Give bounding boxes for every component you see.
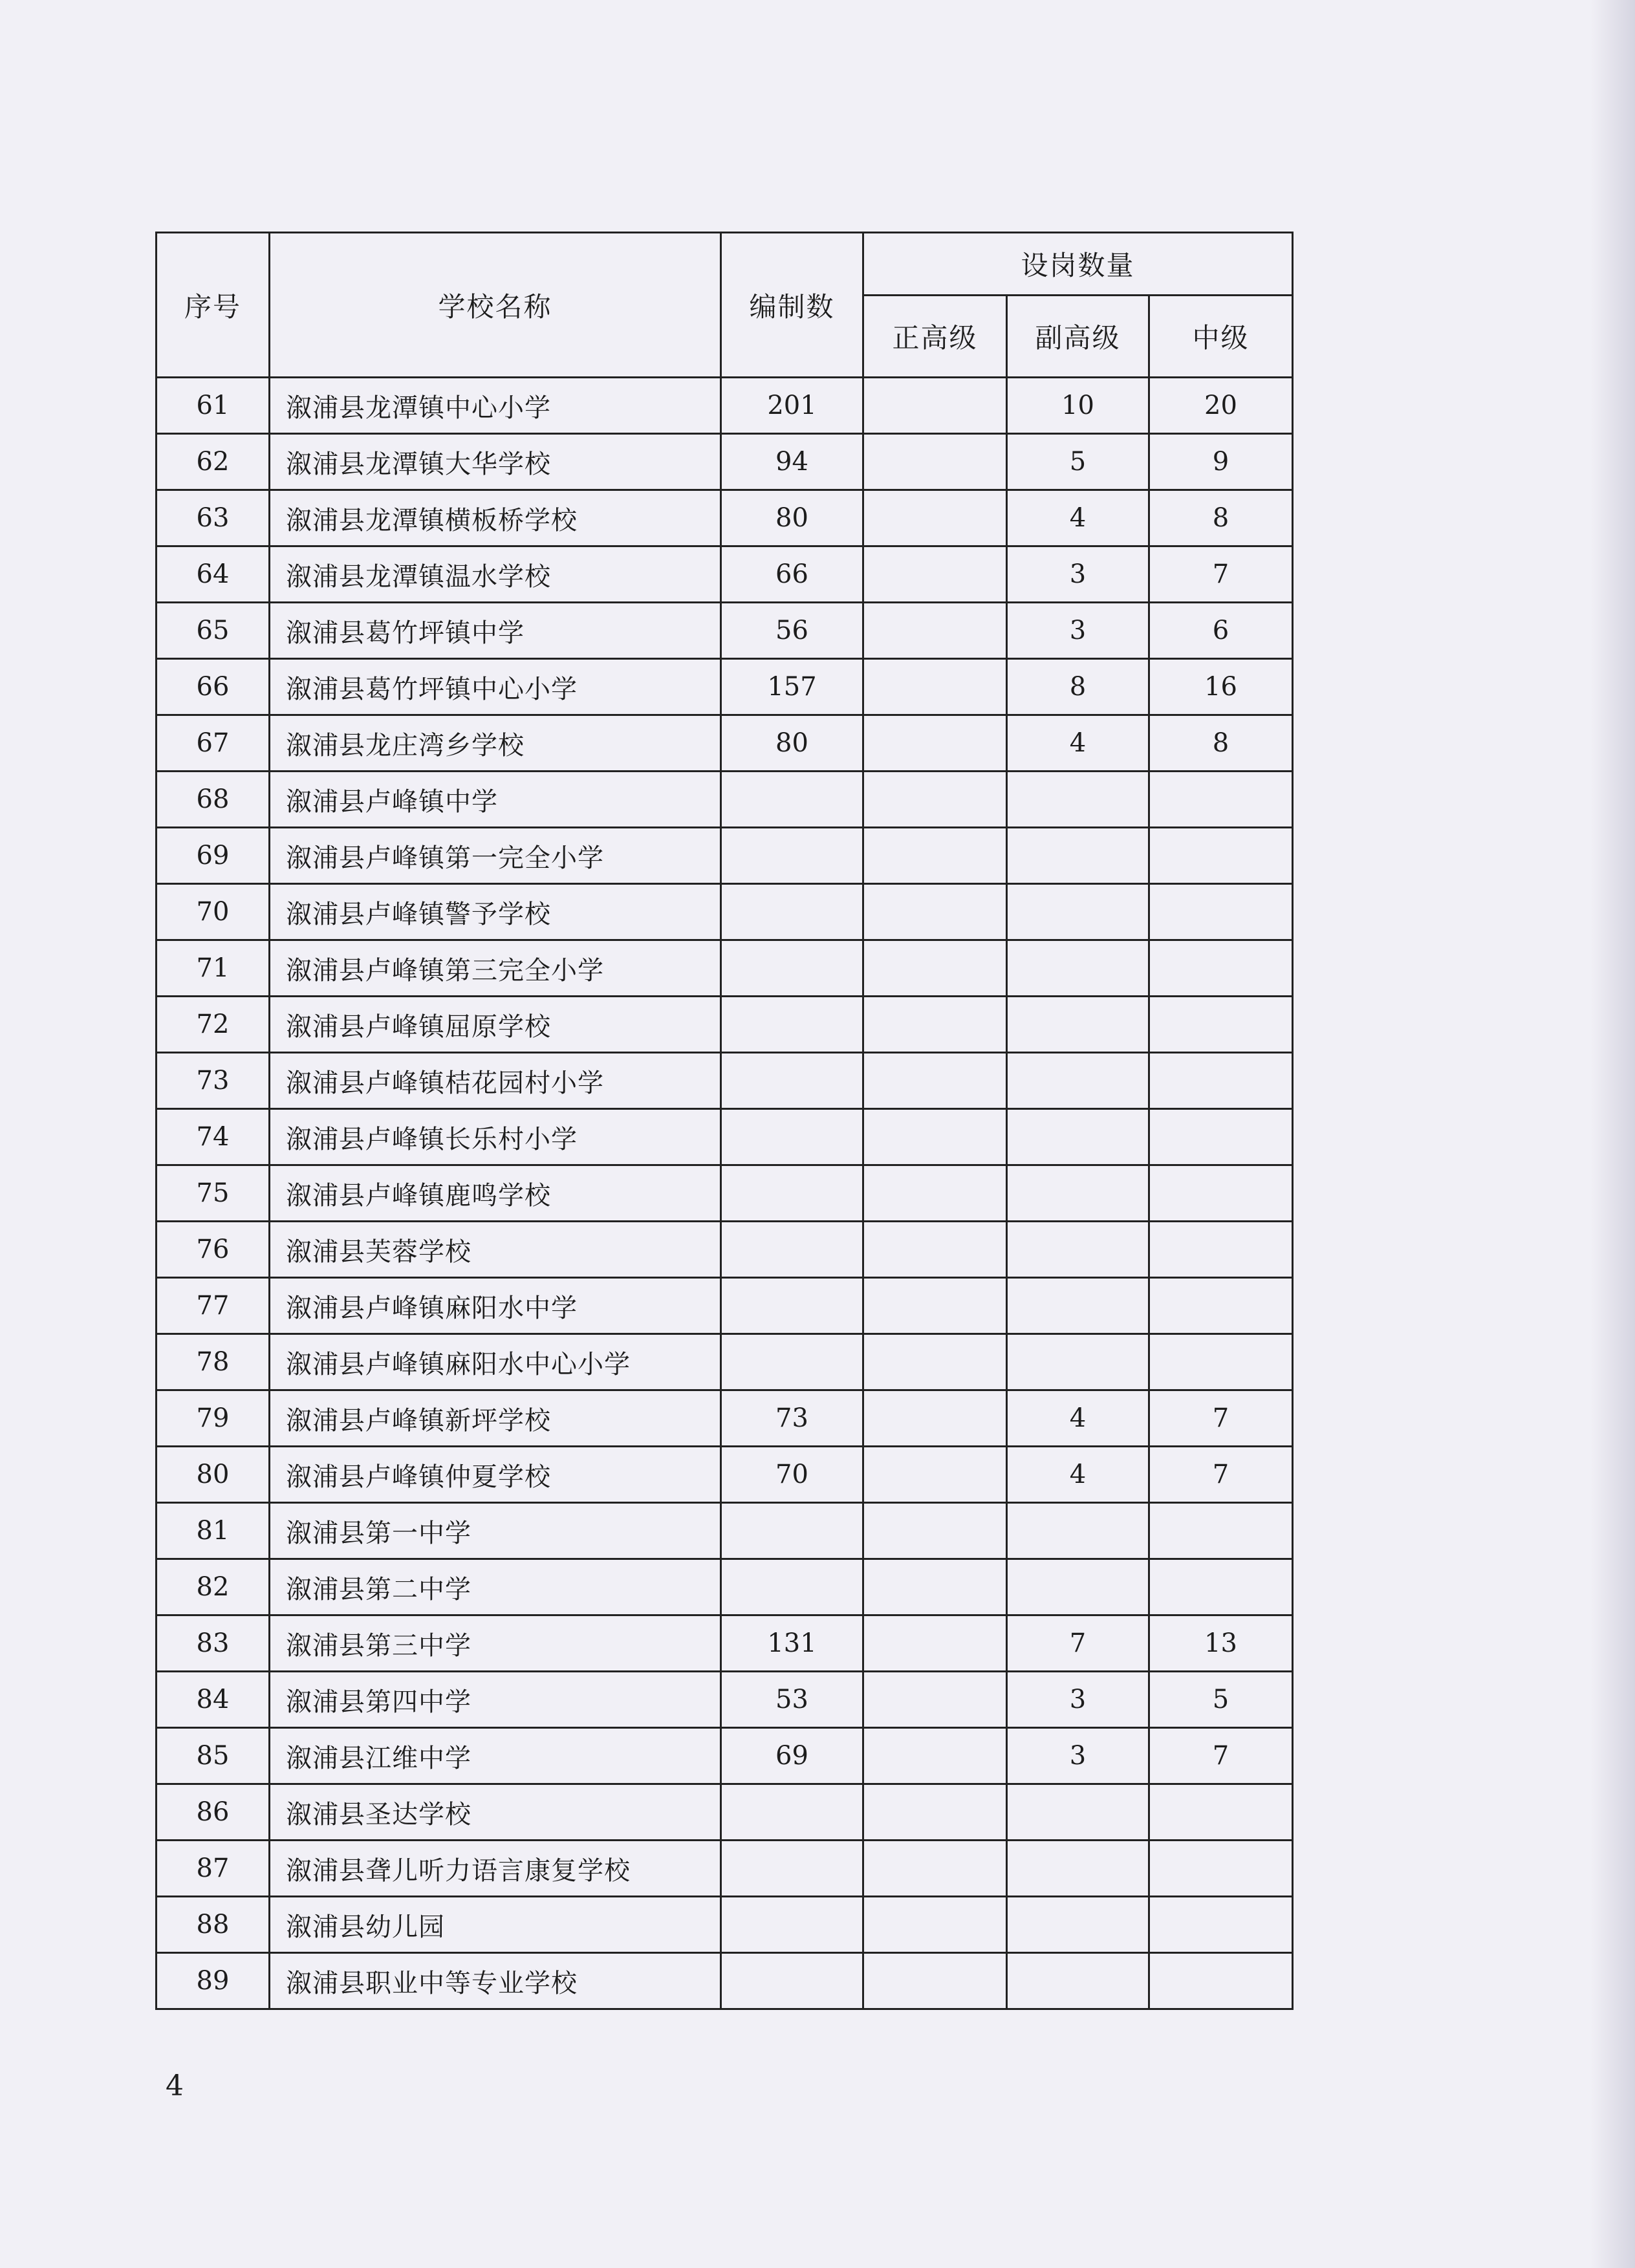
- cell-school-name: 溆浦县卢峰镇桔花园村小学: [270, 1053, 721, 1109]
- table-row: [157, 1784, 1293, 1841]
- page-edge-shadow: [1590, 0, 1635, 2268]
- cell-intermediate: [1149, 1334, 1293, 1390]
- cell-associate-senior: [1007, 1053, 1149, 1109]
- post-allocation-table-container: [155, 232, 1292, 2010]
- table-row: [157, 1334, 1293, 1390]
- table-row: [157, 1897, 1293, 1953]
- cell-quota: 70: [721, 1447, 863, 1503]
- cell-senior: [863, 1334, 1007, 1390]
- cell-intermediate: [1149, 1109, 1293, 1165]
- cell-intermediate: 7: [1149, 1728, 1293, 1784]
- cell-associate-senior: [1007, 1897, 1149, 1953]
- table-row: [157, 378, 1293, 434]
- cell-intermediate: [1149, 1784, 1293, 1841]
- table-body: [157, 378, 1293, 2009]
- cell-intermediate: [1149, 940, 1293, 997]
- cell-seq: 62: [157, 434, 270, 490]
- cell-quota: 80: [721, 490, 863, 546]
- cell-school-name: 溆浦县龙潭镇温水学校: [270, 546, 721, 603]
- header-associate-senior: 副高级: [1007, 296, 1149, 378]
- cell-senior: [863, 715, 1007, 772]
- cell-senior: [863, 1841, 1007, 1897]
- cell-intermediate: [1149, 1953, 1293, 2009]
- cell-quota: [721, 1784, 863, 1841]
- cell-quota: [721, 1222, 863, 1278]
- cell-intermediate: 8: [1149, 490, 1293, 546]
- cell-quota: [721, 1897, 863, 1953]
- post-allocation-table: [155, 232, 1294, 2010]
- cell-associate-senior: 4: [1007, 1447, 1149, 1503]
- cell-associate-senior: [1007, 1953, 1149, 2009]
- header-posts: 设岗数量: [863, 233, 1293, 296]
- cell-senior: [863, 1447, 1007, 1503]
- table-row: [157, 828, 1293, 884]
- cell-senior: [863, 1053, 1007, 1109]
- cell-associate-senior: 3: [1007, 546, 1149, 603]
- cell-seq: 73: [157, 1053, 270, 1109]
- cell-associate-senior: 7: [1007, 1615, 1149, 1672]
- cell-senior: [863, 378, 1007, 434]
- cell-school-name: 溆浦县龙潭镇中心小学: [270, 378, 721, 434]
- cell-associate-senior: [1007, 1784, 1149, 1841]
- cell-quota: [721, 1053, 863, 1109]
- cell-associate-senior: [1007, 1559, 1149, 1615]
- table-row: [157, 1165, 1293, 1222]
- cell-seq: 80: [157, 1447, 270, 1503]
- cell-intermediate: [1149, 1503, 1293, 1559]
- cell-quota: 69: [721, 1728, 863, 1784]
- cell-associate-senior: 10: [1007, 378, 1149, 434]
- table-row: [157, 715, 1293, 772]
- cell-intermediate: [1149, 1559, 1293, 1615]
- cell-intermediate: 7: [1149, 546, 1293, 603]
- header-quota: 编制数: [721, 233, 863, 378]
- cell-seq: 70: [157, 884, 270, 940]
- cell-intermediate: 9: [1149, 434, 1293, 490]
- table-row: [157, 546, 1293, 603]
- cell-senior: [863, 1615, 1007, 1672]
- table-row: [157, 1109, 1293, 1165]
- cell-intermediate: 8: [1149, 715, 1293, 772]
- cell-seq: 81: [157, 1503, 270, 1559]
- cell-intermediate: 5: [1149, 1672, 1293, 1728]
- cell-senior: [863, 1109, 1007, 1165]
- cell-seq: 67: [157, 715, 270, 772]
- cell-intermediate: [1149, 1222, 1293, 1278]
- cell-seq: 66: [157, 659, 270, 715]
- cell-intermediate: [1149, 884, 1293, 940]
- cell-quota: [721, 1503, 863, 1559]
- cell-senior: [863, 1278, 1007, 1334]
- cell-school-name: 溆浦县圣达学校: [270, 1784, 721, 1841]
- cell-seq: 75: [157, 1165, 270, 1222]
- table-row: [157, 1728, 1293, 1784]
- cell-quota: [721, 772, 863, 828]
- cell-seq: 63: [157, 490, 270, 546]
- cell-seq: 85: [157, 1728, 270, 1784]
- cell-school-name: 溆浦县龙潭镇横板桥学校: [270, 490, 721, 546]
- table-row: [157, 997, 1293, 1053]
- cell-quota: [721, 1278, 863, 1334]
- cell-senior: [863, 884, 1007, 940]
- header-intermediate: 中级: [1149, 296, 1293, 378]
- cell-associate-senior: 4: [1007, 1390, 1149, 1447]
- table-row: [157, 1672, 1293, 1728]
- cell-senior: [863, 828, 1007, 884]
- cell-seq: 65: [157, 603, 270, 659]
- cell-senior: [863, 490, 1007, 546]
- cell-seq: 79: [157, 1390, 270, 1447]
- cell-quota: 56: [721, 603, 863, 659]
- cell-intermediate: [1149, 1841, 1293, 1897]
- cell-quota: [721, 1559, 863, 1615]
- cell-senior: [863, 1503, 1007, 1559]
- cell-school-name: 溆浦县卢峰镇麻阳水中学: [270, 1278, 721, 1334]
- cell-associate-senior: 5: [1007, 434, 1149, 490]
- cell-senior: [863, 546, 1007, 603]
- cell-associate-senior: [1007, 1165, 1149, 1222]
- table-row: [157, 1278, 1293, 1334]
- cell-associate-senior: [1007, 1222, 1149, 1278]
- cell-school-name: 溆浦县芙蓉学校: [270, 1222, 721, 1278]
- cell-associate-senior: 3: [1007, 1728, 1149, 1784]
- cell-school-name: 溆浦县卢峰镇警予学校: [270, 884, 721, 940]
- cell-intermediate: 7: [1149, 1390, 1293, 1447]
- cell-associate-senior: [1007, 1334, 1149, 1390]
- cell-senior: [863, 1897, 1007, 1953]
- cell-seq: 72: [157, 997, 270, 1053]
- cell-associate-senior: [1007, 772, 1149, 828]
- cell-associate-senior: [1007, 828, 1149, 884]
- table-row: [157, 884, 1293, 940]
- cell-senior: [863, 772, 1007, 828]
- cell-seq: 82: [157, 1559, 270, 1615]
- cell-school-name: 溆浦县第二中学: [270, 1559, 721, 1615]
- cell-quota: 94: [721, 434, 863, 490]
- cell-school-name: 溆浦县卢峰镇鹿鸣学校: [270, 1165, 721, 1222]
- table-row: [157, 1390, 1293, 1447]
- cell-senior: [863, 1390, 1007, 1447]
- cell-senior: [863, 603, 1007, 659]
- cell-associate-senior: [1007, 884, 1149, 940]
- cell-intermediate: [1149, 1053, 1293, 1109]
- cell-intermediate: [1149, 772, 1293, 828]
- cell-associate-senior: [1007, 1841, 1149, 1897]
- cell-quota: 66: [721, 546, 863, 603]
- cell-school-name: 溆浦县幼儿园: [270, 1897, 721, 1953]
- table-row: [157, 434, 1293, 490]
- cell-seq: 76: [157, 1222, 270, 1278]
- cell-quota: 80: [721, 715, 863, 772]
- cell-intermediate: 6: [1149, 603, 1293, 659]
- cell-seq: 64: [157, 546, 270, 603]
- cell-senior: [863, 1953, 1007, 2009]
- cell-school-name: 溆浦县职业中等专业学校: [270, 1953, 721, 2009]
- cell-seq: 88: [157, 1897, 270, 1953]
- cell-senior: [863, 659, 1007, 715]
- cell-quota: [721, 884, 863, 940]
- cell-school-name: 溆浦县江维中学: [270, 1728, 721, 1784]
- cell-quota: 201: [721, 378, 863, 434]
- cell-intermediate: 13: [1149, 1615, 1293, 1672]
- cell-intermediate: [1149, 1897, 1293, 1953]
- cell-associate-senior: [1007, 1109, 1149, 1165]
- cell-associate-senior: 8: [1007, 659, 1149, 715]
- table-row: [157, 1615, 1293, 1672]
- cell-associate-senior: 4: [1007, 490, 1149, 546]
- cell-senior: [863, 940, 1007, 997]
- cell-quota: [721, 828, 863, 884]
- cell-quota: 131: [721, 1615, 863, 1672]
- cell-school-name: 溆浦县第四中学: [270, 1672, 721, 1728]
- cell-senior: [863, 1728, 1007, 1784]
- cell-senior: [863, 1165, 1007, 1222]
- cell-intermediate: [1149, 1278, 1293, 1334]
- header-senior: 正高级: [863, 296, 1007, 378]
- cell-senior: [863, 997, 1007, 1053]
- cell-quota: [721, 1953, 863, 2009]
- cell-school-name: 溆浦县葛竹坪镇中学: [270, 603, 721, 659]
- cell-intermediate: [1149, 997, 1293, 1053]
- cell-intermediate: [1149, 828, 1293, 884]
- cell-quota: [721, 1165, 863, 1222]
- table-row: [157, 659, 1293, 715]
- cell-associate-senior: [1007, 1503, 1149, 1559]
- cell-seq: 87: [157, 1841, 270, 1897]
- cell-school-name: 溆浦县卢峰镇第一完全小学: [270, 828, 721, 884]
- table-row: [157, 490, 1293, 546]
- table-row: [157, 603, 1293, 659]
- cell-intermediate: [1149, 1165, 1293, 1222]
- cell-associate-senior: [1007, 940, 1149, 997]
- table-row: [157, 1559, 1293, 1615]
- cell-quota: 157: [721, 659, 863, 715]
- cell-senior: [863, 1672, 1007, 1728]
- table-row: [157, 1841, 1293, 1897]
- cell-intermediate: 7: [1149, 1447, 1293, 1503]
- cell-seq: 78: [157, 1334, 270, 1390]
- cell-senior: [863, 1222, 1007, 1278]
- cell-quota: [721, 1109, 863, 1165]
- cell-associate-senior: [1007, 1278, 1149, 1334]
- cell-school-name: 溆浦县第三中学: [270, 1615, 721, 1672]
- cell-seq: 77: [157, 1278, 270, 1334]
- cell-seq: 68: [157, 772, 270, 828]
- cell-school-name: 溆浦县卢峰镇仲夏学校: [270, 1447, 721, 1503]
- table-row: [157, 1503, 1293, 1559]
- cell-seq: 61: [157, 378, 270, 434]
- cell-quota: 73: [721, 1390, 863, 1447]
- header-seq: 序号: [157, 233, 270, 378]
- cell-associate-senior: 3: [1007, 603, 1149, 659]
- table-row: [157, 1953, 1293, 2009]
- cell-intermediate: 20: [1149, 378, 1293, 434]
- cell-quota: [721, 997, 863, 1053]
- cell-school-name: 溆浦县龙庄湾乡学校: [270, 715, 721, 772]
- cell-seq: 86: [157, 1784, 270, 1841]
- cell-seq: 74: [157, 1109, 270, 1165]
- cell-associate-senior: 3: [1007, 1672, 1149, 1728]
- cell-seq: 69: [157, 828, 270, 884]
- table-row: [157, 772, 1293, 828]
- cell-quota: [721, 940, 863, 997]
- cell-quota: [721, 1334, 863, 1390]
- cell-seq: 84: [157, 1672, 270, 1728]
- cell-school-name: 溆浦县卢峰镇新坪学校: [270, 1390, 721, 1447]
- cell-quota: [721, 1841, 863, 1897]
- cell-school-name: 溆浦县卢峰镇屈原学校: [270, 997, 721, 1053]
- table-row: [157, 1222, 1293, 1278]
- cell-school-name: 溆浦县卢峰镇长乐村小学: [270, 1109, 721, 1165]
- table-row: [157, 1053, 1293, 1109]
- page-number: 4: [166, 2069, 184, 2102]
- cell-school-name: 溆浦县卢峰镇中学: [270, 772, 721, 828]
- cell-senior: [863, 1784, 1007, 1841]
- cell-senior: [863, 1559, 1007, 1615]
- table-row: [157, 940, 1293, 997]
- cell-school-name: 溆浦县聋儿听力语言康复学校: [270, 1841, 721, 1897]
- cell-associate-senior: [1007, 997, 1149, 1053]
- cell-school-name: 溆浦县龙潭镇大华学校: [270, 434, 721, 490]
- header-school-name: 学校名称: [270, 233, 721, 378]
- cell-school-name: 溆浦县卢峰镇麻阳水中心小学: [270, 1334, 721, 1390]
- cell-seq: 71: [157, 940, 270, 997]
- cell-school-name: 溆浦县第一中学: [270, 1503, 721, 1559]
- cell-seq: 89: [157, 1953, 270, 2009]
- cell-intermediate: 16: [1149, 659, 1293, 715]
- cell-senior: [863, 434, 1007, 490]
- table-row: [157, 1447, 1293, 1503]
- cell-quota: 53: [721, 1672, 863, 1728]
- cell-school-name: 溆浦县葛竹坪镇中心小学: [270, 659, 721, 715]
- cell-school-name: 溆浦县卢峰镇第三完全小学: [270, 940, 721, 997]
- cell-seq: 83: [157, 1615, 270, 1672]
- cell-associate-senior: 4: [1007, 715, 1149, 772]
